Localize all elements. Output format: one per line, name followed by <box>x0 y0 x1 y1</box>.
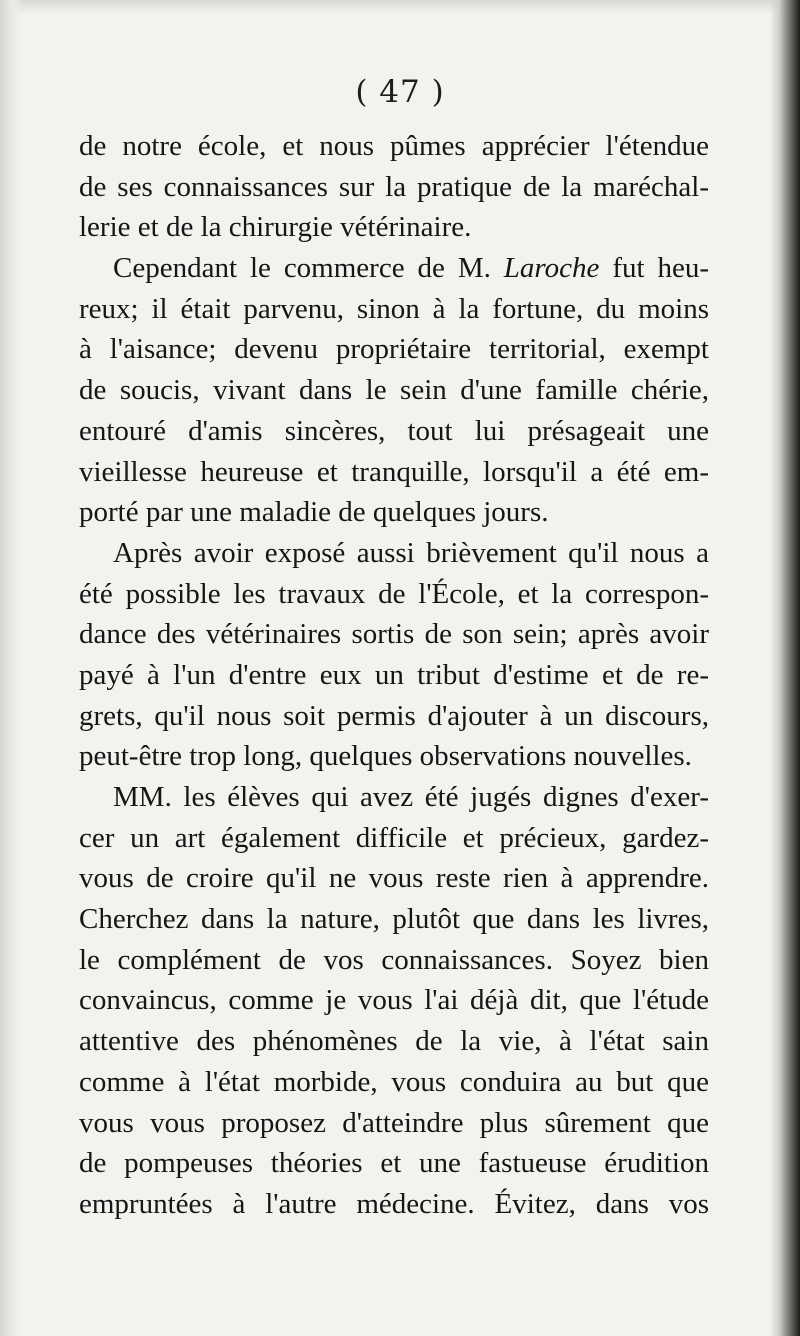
page-top-shadow <box>0 0 800 14</box>
body-text <box>79 126 709 1225</box>
text-line: de pompeuses théories et une fastueuse érudition <box>79 1147 709 1180</box>
page-left-shadow <box>0 0 22 1336</box>
text-line: Après avoir exposé aussi brièvement qu'il nous a <box>113 536 709 569</box>
text-line: attentive des phénomènes de la vie, à l'état sain <box>79 1025 709 1058</box>
text-line: dance des vétérinaires sortis de son sein; après avoir <box>79 618 709 651</box>
text-line: lerie et de la chirurgie vétérinaire. <box>79 211 472 244</box>
text-line: Cherchez dans la nature, plutôt que dans les livres, <box>79 903 709 936</box>
page-number: ( 47 ) <box>355 74 445 110</box>
text-line: entouré d'amis sincères, tout lui présageait une <box>79 414 709 447</box>
text-line: été possible les travaux de l'École, et la correspon- <box>79 577 709 610</box>
text-line: vous de croire qu'il ne vous reste rien à apprendre. <box>79 862 709 895</box>
text-line: vous vous proposez d'atteindre plus sûrement que <box>79 1106 709 1139</box>
text-line: de ses connaissances sur la pratique de la maréchal- <box>79 170 709 203</box>
text-line: reux; il était parvenu, sinon à la fortune, du moins <box>79 292 709 325</box>
text-line: comme à l'état morbide, vous conduira au but que <box>79 1065 709 1098</box>
text-line: convaincus, comme je vous l'ai déjà dit, que l'étude <box>79 984 709 1017</box>
text-line: Cependant le commerce de M. Laroche fut heu- <box>113 252 710 285</box>
text-line: empruntées à l'autre médecine. Évitez, dans vos <box>79 1187 709 1220</box>
text-line: MM. les élèves qui avez été jugés dignes d'exer- <box>113 781 709 813</box>
text-line: cer un art également difficile et précieux, gardez- <box>79 821 709 854</box>
text-line: grets, qu'il nous soit permis d'ajouter à un discours, <box>79 699 709 732</box>
text-line: de notre école, et nous pûmes apprécier l'étendue <box>79 130 709 162</box>
text-line: à l'aisance; devenu propriétaire territorial, exempt <box>79 333 709 366</box>
page-right-shadow <box>770 0 800 1336</box>
text-line: le complément de vos connaissances. Soyez bien <box>79 943 709 976</box>
text-line: de soucis, vivant dans le sein d'une famille chérie, <box>79 374 709 407</box>
text-line: payé à l'un d'entre eux un tribut d'estime et de re- <box>79 658 709 691</box>
text-line: porté par une maladie de quelques jours. <box>79 496 549 529</box>
text-line: peut-être trop long, quelques observations nouvelles. <box>79 740 692 773</box>
text-line: vieillesse heureuse et tranquille, lorsqu'il a été em- <box>79 455 709 488</box>
proper-name: Laroche <box>503 252 600 285</box>
